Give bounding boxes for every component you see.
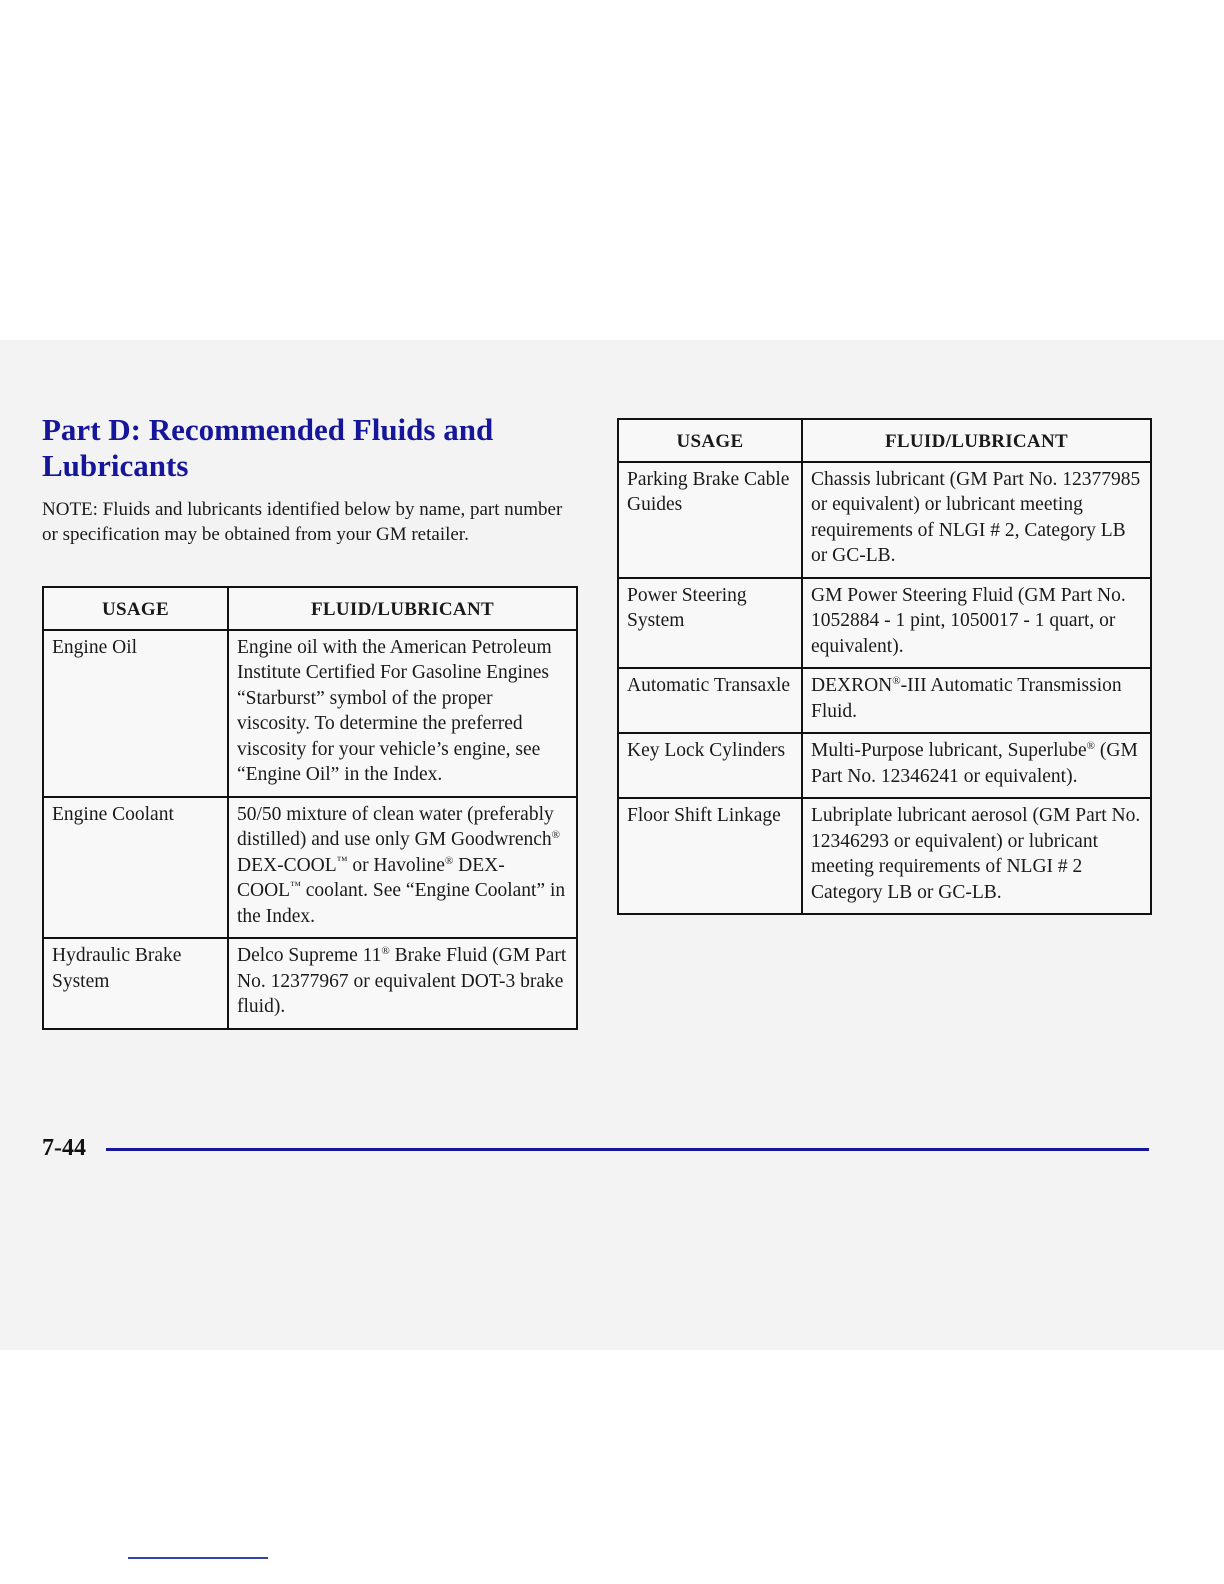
fluid-cell	[802, 668, 1151, 733]
fluid-cell	[802, 733, 1151, 798]
table-row	[618, 578, 1151, 669]
fluid-cell	[228, 797, 577, 939]
page-number: 7-44	[42, 1135, 86, 1161]
footer-divider	[106, 1148, 1149, 1151]
header-fluid-lubricant: FLUID/LUBRICANT	[802, 419, 1151, 462]
table-row	[618, 668, 1151, 733]
table-header-row	[618, 419, 1151, 462]
fluid-text: or Havoline	[347, 854, 445, 876]
fluid-cell	[802, 798, 1151, 914]
trademark-mark: ®	[551, 829, 561, 841]
fluid-text: coolant. See “Engine Coolant” in the Index.	[237, 880, 566, 927]
fluid-text: GM Power Steering Fluid (GM Part No. 1052884 - 1 pint, 1050017 - 1 quart, or equivalent).	[811, 584, 1126, 657]
trademark-mark: ®	[892, 675, 901, 687]
fluid-text: Engine oil with the American Petroleum Institute Certified For Gasoline Engines “Starburst” symbol of the proper viscosity. To determine the preferred viscosity for your vehicle’s engine, see “Engine Oil” in the Index.	[237, 636, 552, 785]
usage-cell: Automatic Transaxle	[618, 668, 802, 733]
header-usage: USAGE	[618, 419, 802, 462]
fluid-text: Chassis lubricant (GM Part No. 12377985 or equivalent) or lubricant meeting requirements of NLGI # 2, Category LB or GC-LB.	[811, 468, 1141, 566]
fluid-cell	[228, 938, 577, 1029]
trademark-mark: ®	[444, 854, 454, 867]
fluid-cell	[802, 578, 1151, 669]
fluid-text: Lubriplate lubricant aerosol (GM Part No. 12346293 or equivalent) or lubricant meeting requirements of NLGI # 2 Category LB or GC-LB.	[811, 805, 1141, 903]
table-row	[618, 798, 1151, 914]
table-row	[618, 462, 1151, 578]
fluids-table-left	[42, 586, 578, 1030]
header-usage: USAGE	[43, 587, 228, 630]
table-row	[43, 797, 577, 939]
trademark-mark: ®	[1086, 740, 1096, 752]
table-header-row	[43, 587, 577, 630]
fluid-text: Delco Supreme 11	[237, 945, 382, 966]
note-text: NOTE: Fluids and lubricants identified below by name, part number or specification may be obtained from your GM retailer.	[42, 499, 563, 545]
fluid-text: DEX-COOL	[237, 854, 337, 876]
fluid-text: (GM Part No. 12346241 or equivalent).	[811, 740, 1138, 787]
fluid-text: 50/50 mixture of clean water (preferably distilled) and use only GM Goodwrench	[237, 803, 554, 850]
bottom-divider	[128, 1557, 268, 1559]
fluid-text: DEXRON	[811, 675, 893, 696]
table-row	[43, 938, 577, 1029]
fluid-text: Brake Fluid (GM Part No. 12377967 or equivalent DOT-3 brake fluid).	[237, 945, 567, 1017]
trademark-mark: ®	[381, 945, 390, 957]
usage-cell: Parking Brake Cable Guides	[618, 462, 802, 578]
usage-cell: Power Steering System	[618, 578, 802, 669]
header-fluid-lubricant: FLUID/LUBRICANT	[228, 587, 577, 630]
fluid-text: DEX-COOL	[237, 854, 505, 901]
table-row	[43, 630, 577, 797]
usage-cell: Floor Shift Linkage	[618, 798, 802, 914]
fluid-cell	[802, 462, 1151, 578]
fluid-cell	[228, 630, 577, 797]
usage-cell: Key Lock Cylinders	[618, 733, 802, 798]
table-row	[618, 733, 1151, 798]
fluid-text: -III Automatic Transmission Fluid.	[811, 675, 1122, 722]
fluid-text: Multi-Purpose lubricant, Superlube	[811, 740, 1087, 761]
trademark-mark: ™	[290, 880, 301, 892]
usage-cell: Engine Oil	[43, 630, 228, 797]
usage-cell: Hydraulic Brake System	[43, 938, 228, 1029]
usage-cell: Engine Coolant	[43, 797, 228, 939]
page-title: Part D: Recommended Fluids and Lubricants	[42, 412, 494, 483]
fluids-table-right	[617, 418, 1152, 915]
trademark-mark: ™	[336, 854, 348, 867]
